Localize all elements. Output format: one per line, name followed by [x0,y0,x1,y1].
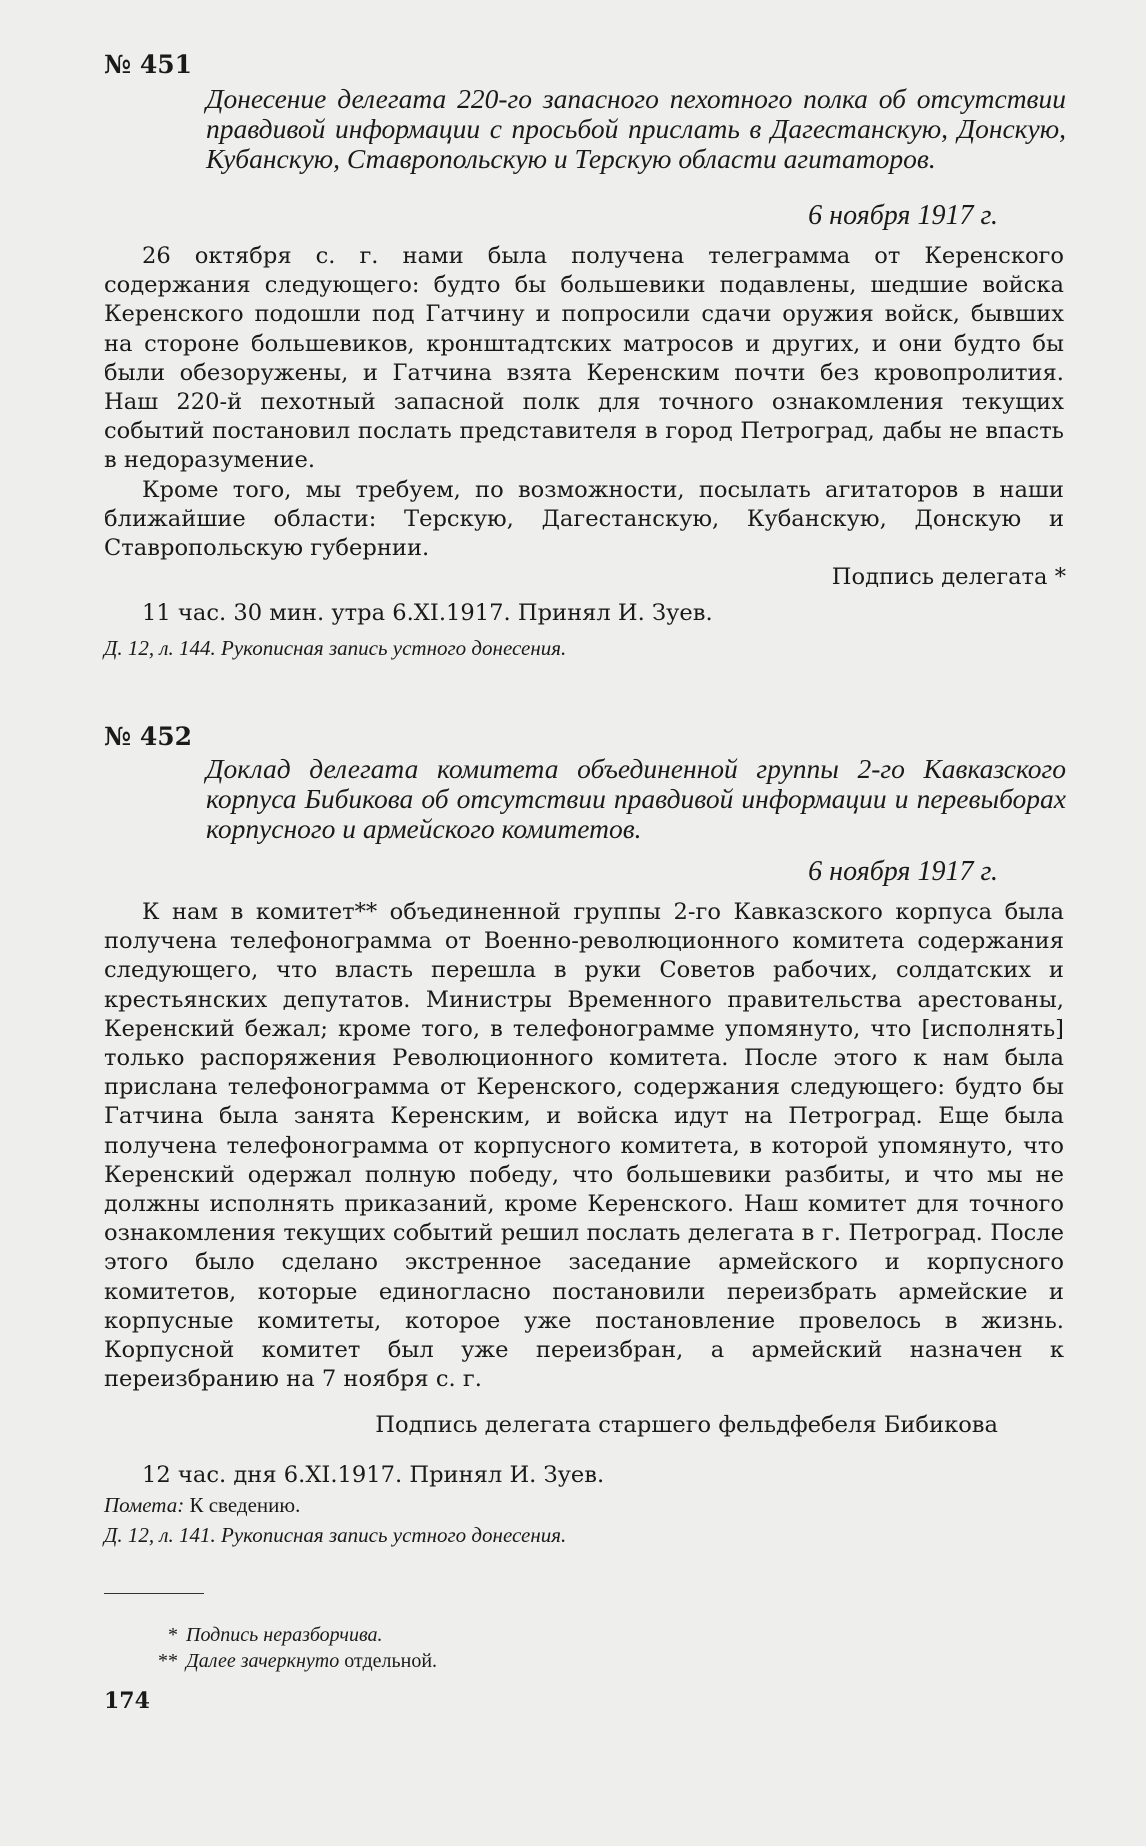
footnote-rule [104,1593,204,1594]
doc451-paragraph-1: 26 октября с. г. нами была получена телеграмма от Керенского содержания следующего: будто бы большевики подавлены, шедшие войска Керенского подошли под Гатчину и попросили сдачи оружия войск, бывших на стороне большевиков, кронштадтских матросов и других, и они будто бы были обезоружены, и Гатчина взята Керенским почти без кровопролития. Наш 220-й пехотный запасной полк для точного ознакомления текущих событий постановил послать представителя в город Петроград, дабы не впасть в недоразумение. [104,243,1064,474]
doc452-signature: Подпись делегата старшего фельдфебеля Бибикова [375,1412,998,1438]
page-number: 174 [104,1688,150,1714]
doc452-received: 12 час. дня 6.XI.1917. Принял И. Зуев. [142,1462,605,1488]
mark-text: К сведению. [184,1493,301,1517]
doc452-title: Доклад делегата комитета объединенной группы 2-го Кавказского корпуса Бибикова об отсутствии правдивой информации и перевыборах корпусного и армейского комитетов. [206,753,1066,844]
doc452-source: Д. 12, л. 141. Рукописная запись устного донесения. [104,1523,567,1547]
mark-label: Помета: [104,1493,185,1517]
doc452-date: 6 ноября 1917 г. [808,856,998,887]
doc451-date: 6 ноября 1917 г. [808,200,998,231]
doc451-body [104,242,1064,563]
footnote-1-mark: * [168,1624,178,1646]
doc452-paragraph-1: К нам в комитет** объединенной группы 2-го Кавказского корпуса была получена телефонограмма от Военно-революционного комитета содержания следующего, что власть перешла в руки Советов рабочих, солдатских и крестьянских депутатов. Министры Временного правительства арестованы, Керенский бежал; кроме того, в телефонограмме упомянуто, что [исполнять] только распоряжения Революционного комитета. После этого к нам была прислана телефонограмма от Керенского, содержания следующего: будто бы Гатчина была занята Керенским, и войска идут на Петроград. Еще была получена телефонограмма от корпусного комитета, в которой упомянуто, что Керенский одержал полную победу, что большевики разбиты, и что мы не должны исполнять приказаний, кроме Керенского. Наш комитет для точного ознакомления текущих событий решил послать делегата в г. Петроград. После этого было сделано экстренное заседание армейского и корпусного комитетов, которые единогласно постановили переизбрать армейские и корпусные комитеты, которое уже постановление провелось в жизнь. Корпусной комитет был уже переизбран, а армейский назначен к переизбранию на 7 ноября с. г. [104,899,1064,1393]
footnote-2-rest: отдельной. [339,1650,438,1672]
footnote-2-italic: Далее зачеркнуто [186,1650,340,1672]
doc451-signature: Подпись делегата * [831,564,1066,590]
doc452-number: № 452 [104,722,193,751]
footnote-2-mark: ** [158,1650,178,1672]
doc451-title: Донесение делегата 220-го запасного пехотного полка об отсутствии правдивой информации с просьбой прислать в Дагестанскую, Донскую, Кубанскую, Ставропольскую и Терскую области агитаторов. [206,83,1066,174]
footnote-1-text: Подпись неразборчива. [186,1624,383,1646]
footnote-1 [156,1624,383,1647]
doc451-paragraph-2: Кроме того, мы требуем, по возможности, посылать агитаторов в наши ближайшие области: Терскую, Дагестанскую, Кубанскую, Донскую и Ставропольскую губернии. [104,476,1064,562]
footnote-2 [156,1650,437,1673]
doc452-body [104,898,1064,1394]
doc451-number: № 451 [104,50,193,79]
doc451-received: 11 час. 30 мин. утра 6.XI.1917. Принял И. Зуев. [142,600,713,626]
doc452-mark [104,1493,300,1518]
doc451-source: Д. 12, л. 144. Рукописная запись устного донесения. [104,636,567,660]
